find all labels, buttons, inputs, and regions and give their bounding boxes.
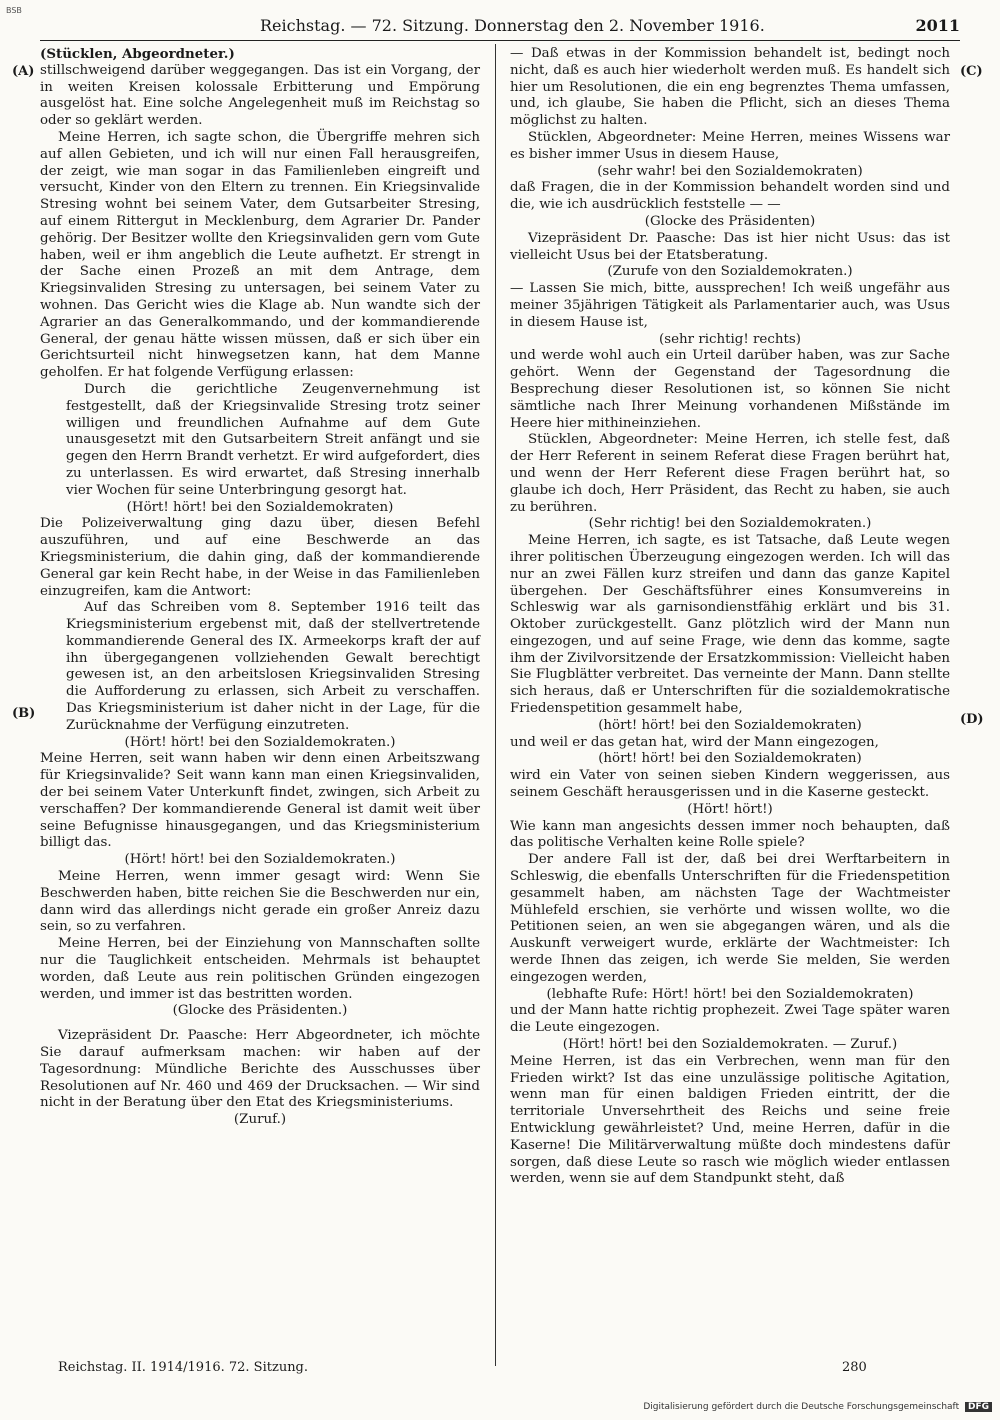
- margin-letter-b: (B): [12, 706, 36, 721]
- paragraph: und weil er das getan hat, wird der Mann eingezogen,: [510, 734, 879, 750]
- paragraph: wird ein Vater von seinen sieben Kindern weggerissen, aus seinem Geschäft herausgerissen und in die Kaserne gesteckt.: [510, 768, 950, 801]
- paragraph: — Daß etwas in der Kommission behandelt ist, bedingt noch nicht, daß es auch hier wiederholt werden muß. Es handelt sich hier um Resolutionen, die ein eng begrenztes Thema umfassen, und, ich glaube, Sie haben die Pflicht, sich an dieses Thema möglichst zu halten.: [510, 46, 950, 129]
- margin-letter-d: (D): [960, 712, 984, 727]
- paragraph: Meine Herren, bei der Einziehung von Mannschaften sollte nur die Tauglichkeit entscheiden. Mehrmals ist behauptet worden, daß Leute aus rein politischen Gründen eingezogen werden, und immer ist das bestritten worden.: [40, 936, 480, 1002]
- paragraph: Meine Herren, ich sagte schon, die Übergriffe mehren sich auf allen Gebieten, und ich will nur einen Fall herausgreifen, der zeigt, wie man sogar in das Familienleben eingreift und versucht, Kinder von den Eltern zu trennen. Ein Kriegsinvalide Stresing wohnt bei seinem Vater, dem Gutsarbeiter Stresing, auf einem Rittergut in Mecklenburg, dem Agrarier Dr. Pander gehörig. Der Besitzer wollte den Kriegsinvaliden gern vom Gute haben, weil er ihm angeblich die Leute aufhetzt. Er strengt in der Sache einen Prozeß an mit dem Antrage, dem Kriegsinvaliden Stresing zu untersagen, bei seinem Vater zu wohnen. Das Gericht wies die Klage ab. Nun wandte sich der Agrarier an das Generalkommando, und der kommandierende General, der genau hätte wissen müssen, daß er sich über ein Gerichtsurteil nicht hinwegsetzen kann, hat dem Manne geholfen. Er hat folgende Verfügung erlassen:: [40, 129, 480, 381]
- interjection: (Glocke des Präsidenten.): [172, 1003, 348, 1019]
- margin-letter-a: (A): [12, 64, 35, 79]
- paragraph: Meine Herren, wenn immer gesagt wird: Wenn Sie Beschwerden haben, bitte reichen Sie die Beschwerden nur ein, dann wird das allerdings nicht gerade ein großer Anreiz dazu sein, so zu verfahren.: [40, 869, 480, 935]
- margin-letter-c: (C): [960, 64, 983, 79]
- interjection: (Glocke des Präsidenten): [644, 213, 816, 229]
- speaker-paragraph: Stücklen, Abgeordneter: Meine Herren, meines Wissens war es bisher immer Usus in diesem Hause,: [510, 129, 950, 162]
- page-header: [40, 16, 960, 42]
- interjection: (hört! hört! bei den Sozialdemokraten): [598, 751, 862, 767]
- speaker-paragraph: Stücklen, Abgeordneter: Meine Herren, ich stelle fest, daß der Herr Referent in seinem Referat diese Fragen berührt hat, und wenn der Herr Referent diese Fragen berührt hat, so glaube ich doch, Herr Präsident, das Recht zu haben, sie auch zu berühren.: [510, 432, 950, 515]
- interjection: (Sehr richtig! bei den Sozialdemokraten.): [588, 516, 872, 532]
- library-watermark: BSB: [6, 6, 22, 15]
- interjection: (Hört! hört! bei den Sozialdemokraten. — Zuruf.): [562, 1037, 898, 1053]
- speaker-paragraph: Vizepräsident Dr. Paasche: Herr Abgeordneter, ich möchte Sie darauf aufmerksam machen: wir haben auf der Tagesordnung: Mündliche Berichte des Ausschusses über Resolutionen auf Nr. 460 und 469 der Drucksachen. — Wir sind nicht in der Beratung über den Etat des Kriegsministeriums.: [40, 1028, 480, 1111]
- footer-session-label: Reichstag. II. 1914/1916. 72. Sitzung.: [58, 1360, 309, 1375]
- page-number: 2011: [915, 16, 960, 35]
- interjection: (sehr richtig! rechts): [659, 331, 801, 347]
- interjection: (Zuruf.): [233, 1112, 287, 1128]
- interjection: (hört! hört! bei den Sozialdemokraten): [598, 717, 862, 733]
- paragraph: und der Mann hatte richtig prophezeit. Zwei Tage später waren die Leute eingezogen.: [510, 1003, 950, 1036]
- paragraph: daß Fragen, die in der Kommission behandelt worden sind und die, wie ich ausdrücklich feststelle — —: [510, 180, 950, 213]
- speaker-continuation: (Stücklen, Abgeordneter.): [40, 46, 235, 62]
- paragraph: Meine Herren, ist das ein Verbrechen, wenn man für den Frieden wirkt? Ist das eine unzulässige politische Agitation, wenn man für einen baldigen Frieden eintritt, der die territoriale Unversehrtheit des Reichs und seine freie Entwicklung gewährleistet? Und, meine Herren, dafür in die Kaserne! Die Militärverwaltung müßte doch mindestens dafür sorgen, daß diese Leute so rasch wie möglich wieder entlassen werden, wenn sie auf dem Standpunkt steht, daß: [510, 1053, 950, 1187]
- paragraph: Der andere Fall ist der, daß bei drei Werftarbeitern in Schleswig, die ebenfalls Unterschriften für die Friedenspetition gesammelt haben, am nächsten Tage der Wachtmeister Mühlefeld erschien, sie verhörte und wissen wollte, wo die Petitionen seien, an wen sie abgegangen wären, und als die Auskunft verweigert wurde, erklärte der Wachtmeister: Ich werde Ihnen das zeigen, ich werde Sie melden, Sie werden eingezogen werden,: [510, 852, 950, 985]
- column-divider: [495, 44, 496, 1366]
- interjection: (Hört! hört! bei den Sozialdemokraten.): [124, 734, 396, 750]
- interjection: (sehr wahr! bei den Sozialdemokraten): [597, 163, 863, 179]
- header-rule: [40, 40, 960, 41]
- paragraph: Meine Herren, ich sagte, es ist Tatsache, daß Leute wegen ihrer politischen Überzeugung eingezogen werden. Ich will das nur an zwei Fällen kurz streifen und dann das ganze Kapitel übergehen. Der Geschäftsführer eines Konsumvereins in Schleswig war als garnisondienstfähig erklärt und bis 31. Oktober zurückgestellt. Ganz plötzlich wird der Mann nun eingezogen, und auf seine Frage, wie denn das komme, sagte ihm der Zivilvorsitzende der Ersatzkommission: Vielleicht haben Sie Flugblätter verbreitet. Das verneinte der Mann. Dann stellte sich heraus, daß er Unterschriften für die sozialdemokratische Friedenspetition gesammelt habe,: [510, 533, 950, 717]
- dfg-logo: DFG: [965, 1402, 992, 1412]
- digitization-note: [643, 1402, 992, 1412]
- paragraph: und werde wohl auch ein Urteil darüber haben, was zur Sache gehört. Wenn der Gegenstand der Tagesordnung die Besprechung dieser Resolutionen ist, so können Sie nicht sämtliche nach Ihrer Meinung vorhandenen Mißstände im Heere hier mithineinziehen.: [510, 348, 950, 431]
- speaker-paragraph: Vizepräsident Dr. Paasche: Das ist hier nicht Usus: das ist vielleicht Usus bei der Etatsberatung.: [510, 230, 950, 263]
- quoted-order: Durch die gerichtliche Zeugenvernehmung ist festgestellt, daß der Kriegsinvalide Stresing trotz seiner willigen und freundlichen Aufnahme auf dem Gute unausgesetzt mit den Gutsarbeitern Streit anfängt und sie gegen den Herrn Brandt verhetzt. Er wird aufgefordert, dies zu unterlassen. Es wird erwartet, daß Stresing innerhalb vier Wochen für seine Unterbringung gesorgt hat.: [66, 381, 480, 498]
- quoted-reply: Auf das Schreiben vom 8. September 1916 teilt das Kriegsministerium ergebenst mit, daß der stellvertretende kommandierende General des IX. Armeekorps kraft der auf ihn übergegangenen vollziehenden Gewalt berechtigt gewesen ist, an den arbeitslosen Kriegsinvaliden Stresing die Aufforderung zu erlassen, sich Arbeit zu verschaffen. Das Kriegsministerium ist daher nicht in der Lage, für die Zurücknahme der Verfügung einzutreten.: [66, 600, 480, 733]
- paragraph: stillschweigend darüber weggegangen. Das ist ein Vorgang, der in weiten Kreisen kolossale Erbitterung und Empörung ausgelöst hat. Eine solche Angelegenheit muß im Reichstag so oder so geklärt werden.: [40, 62, 480, 129]
- paragraph: Die Polizeiverwaltung ging dazu über, diesen Befehl auszuführen, und auf eine Beschwerde an das Kriegsministerium, die dahin ging, daß der kommandierende General gar kein Recht habe, in der Weise in das Familienleben einzugreifen, kam die Antwort:: [40, 516, 480, 599]
- left-column: [40, 46, 480, 1129]
- interjection: (Zurufe von den Sozialdemokraten.): [607, 264, 853, 280]
- interjection: (Hört! hört! bei den Sozialdemokraten.): [124, 852, 396, 868]
- interjection: (lebhafte Rufe: Hört! hört! bei den Sozialdemokraten): [546, 986, 914, 1002]
- digitization-text: Digitalisierung gefördert durch die Deutsche Forschungsgemeinschaft: [643, 1402, 960, 1412]
- paragraph: — Lassen Sie mich, bitte, aussprechen! Ich weiß ungefähr aus meiner 35jährigen Tätigkeit als Parlamentarier auch, was Usus in diesem Hause ist,: [510, 281, 950, 330]
- running-title: Reichstag. — 72. Sitzung. Donnerstag den 2. November 1916.: [260, 16, 765, 35]
- paragraph: Wie kann man angesichts dessen immer noch behaupten, daß das politische Verhalten keine Rolle spiele?: [510, 818, 950, 851]
- interjection: (Hört! hört! bei den Sozialdemokraten): [126, 499, 394, 515]
- right-column: [510, 46, 950, 1188]
- interjection: (Hört! hört!): [687, 801, 773, 817]
- footer-sheet-number: 280: [842, 1360, 867, 1375]
- paragraph: Meine Herren, seit wann haben wir denn einen Arbeitszwang für Kriegsinvalide? Seit wann kann man einen Kriegsinvaliden, der bei seinem Vater Unterkunft findet, zwingen, sich Arbeit zu verschaffen? Der kommandierende General ist damit weit über seine Befugnisse hinausgegangen, und das Kriegsministerium billigt das.: [40, 751, 480, 851]
